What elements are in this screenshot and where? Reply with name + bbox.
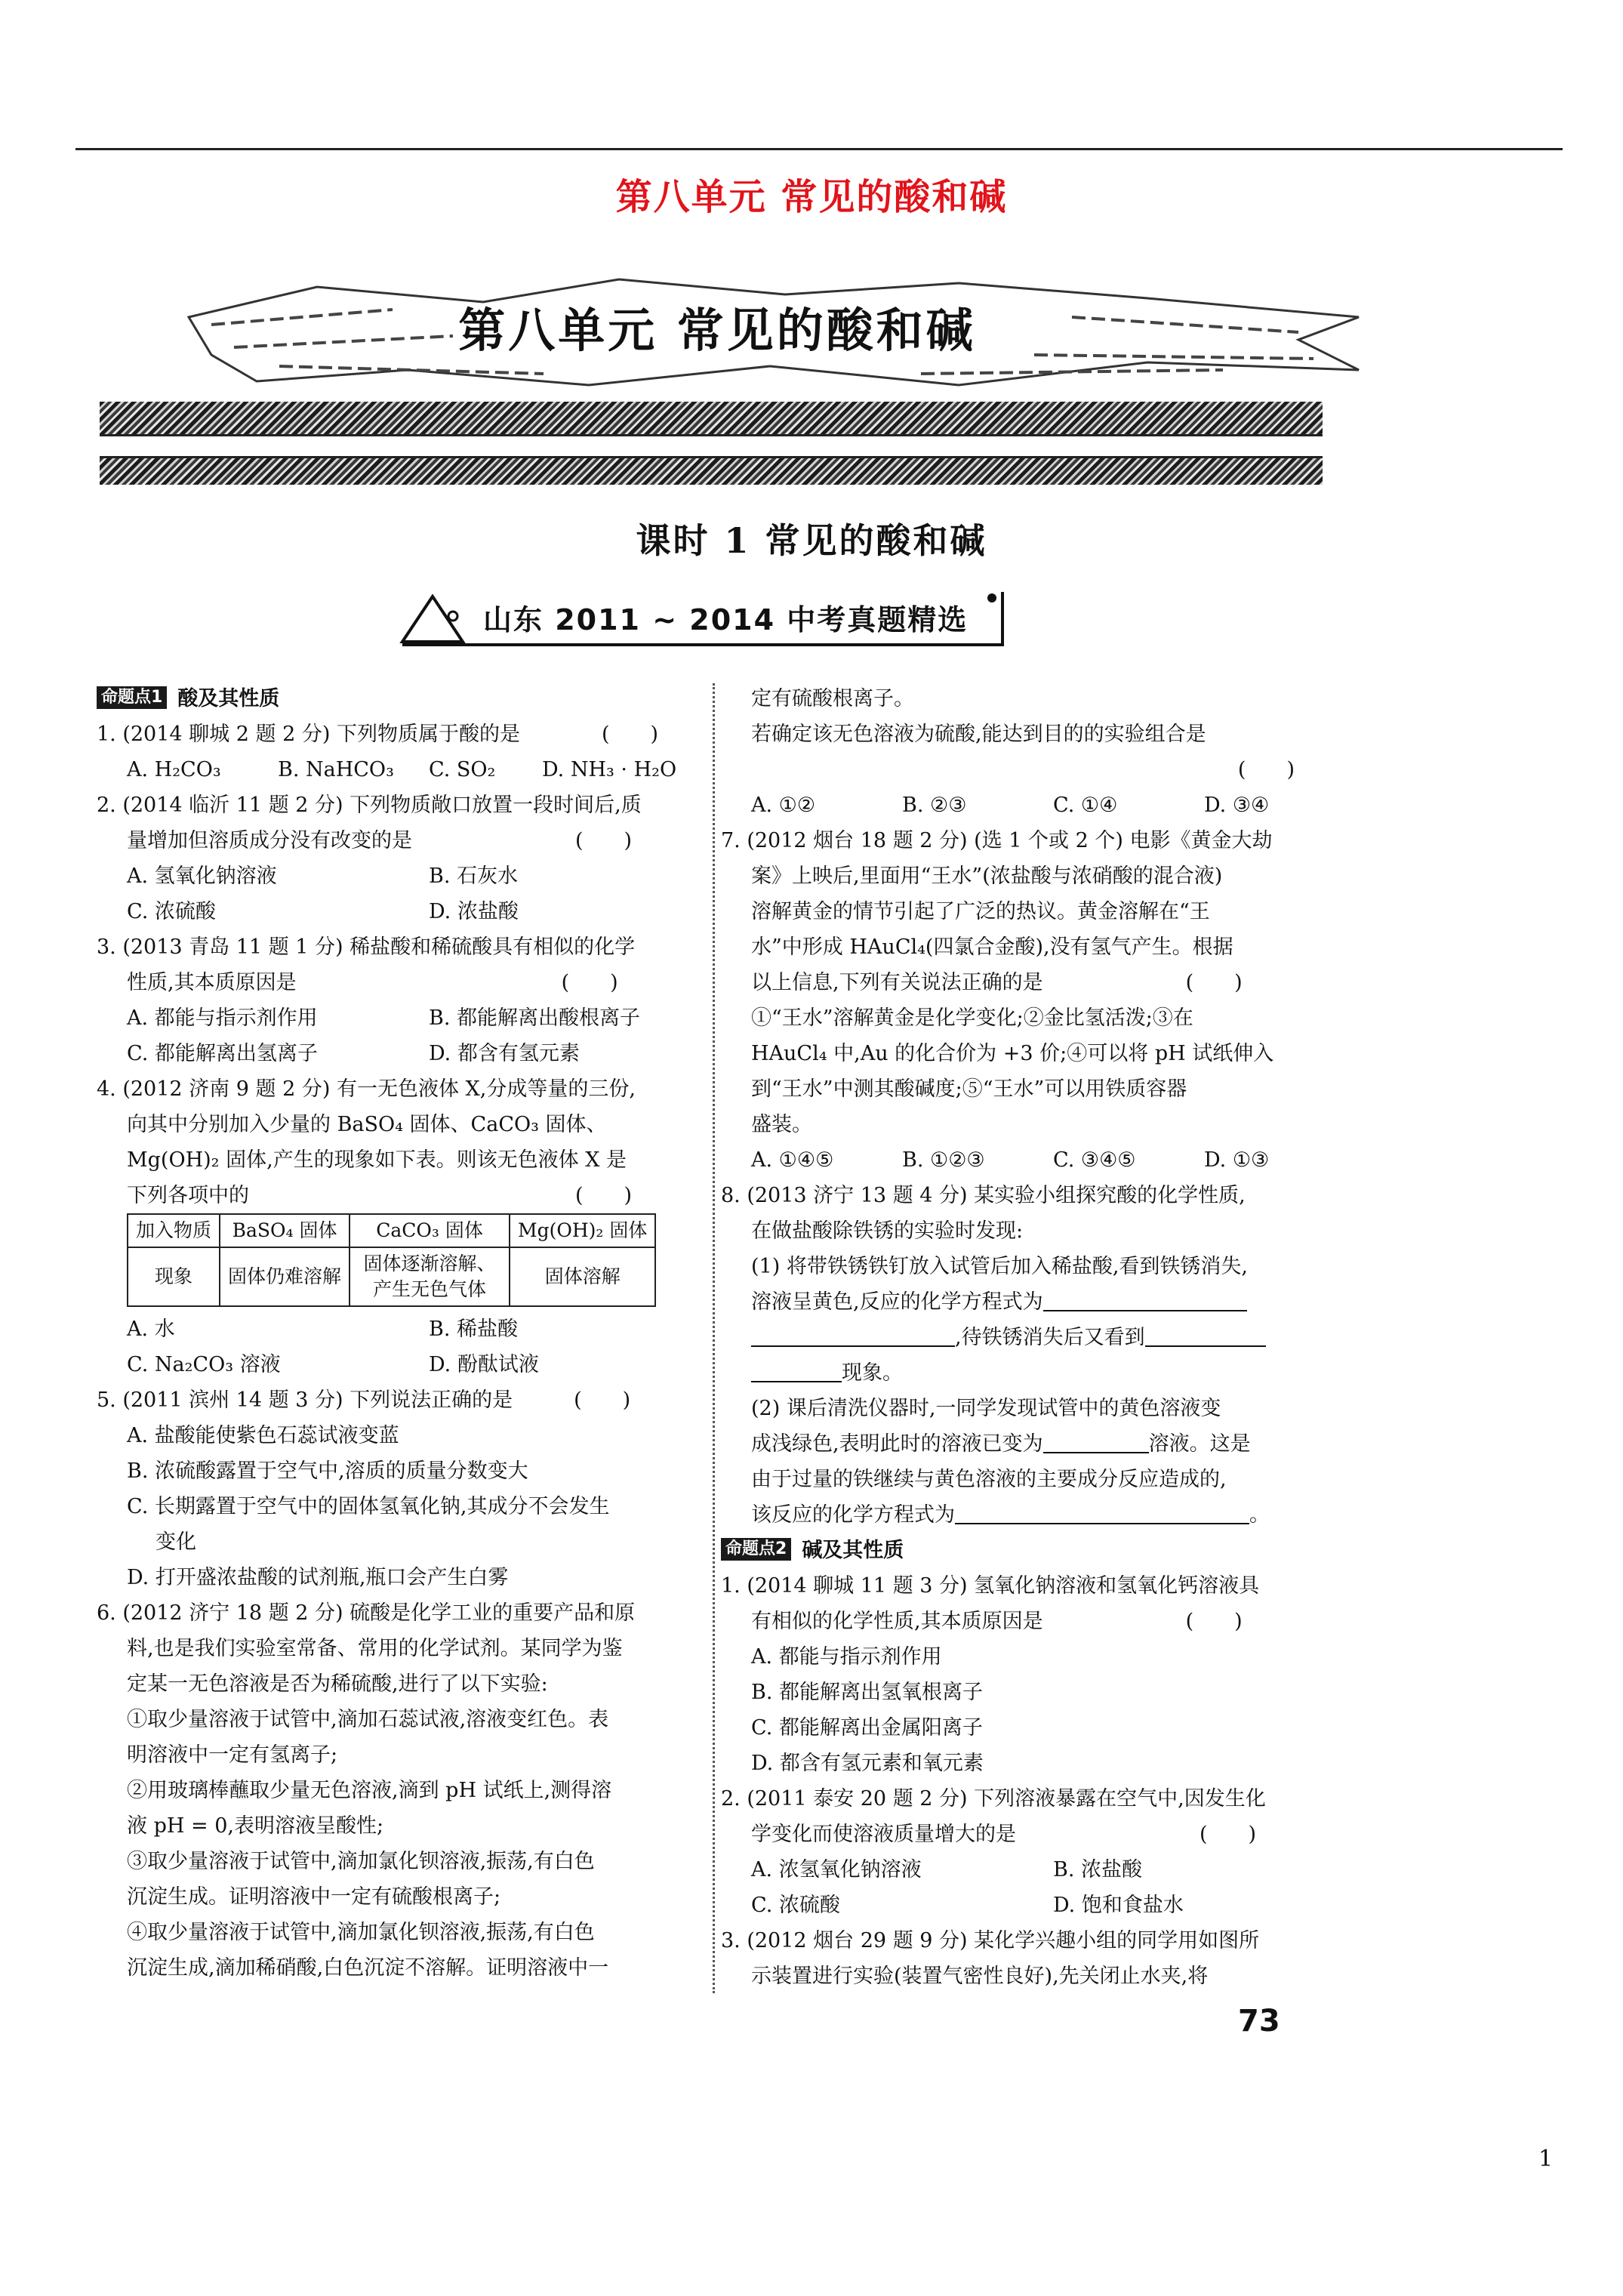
option: A. ①② (751, 794, 816, 817)
option: C. SO₂ (429, 758, 496, 781)
option: D. 饱和食盐水 (1053, 1894, 1184, 1917)
answer-blank[interactable] (1145, 1326, 1266, 1347)
question-line: 明溶液中一定有氢离子; (127, 1743, 338, 1767)
option: A. H₂CO₃ (127, 758, 221, 781)
option: D. NH₃ · H₂O (542, 758, 677, 781)
question-line: Mg(OH)₂ 固体,产生的现象如下表。则该无色液体 X 是 (127, 1148, 627, 1172)
option: B. 稀盐酸 (429, 1318, 519, 1341)
table-cell: 加入物质 (128, 1214, 220, 1247)
question-line: 由于过量的铁继续与黄色溶液的主要成分反应造成的, (751, 1468, 1227, 1491)
corner-page-number: 1 (1538, 2146, 1554, 2172)
question-text: 溶液。这是 (1148, 1432, 1251, 1456)
option: A. 浓氢氧化钠溶液 (751, 1858, 922, 1881)
option: B. NaHCO₃ (278, 758, 394, 781)
topic-tag: 命题点1 (97, 686, 167, 709)
question-line (721, 1284, 1317, 1320)
option: D. 浓盐酸 (429, 900, 519, 923)
question-line: (2) 课后清洗仪器时,一同学发现试管中的黄色溶液变 (751, 1397, 1221, 1420)
options-row (97, 1311, 693, 1347)
question-line: 有相似的化学性质,其本质原因是 ( ) (751, 1610, 1243, 1633)
topic-tag: 命题点2 (721, 1538, 791, 1561)
option: B. 石灰水 (429, 864, 519, 888)
table-cell: 固体逐渐溶解、产生无色气体 (350, 1247, 510, 1306)
question-line (721, 1497, 1317, 1533)
question-line: 若确定该无色溶液为硫酸,能达到目的的实验组合是 (751, 723, 1206, 746)
option: C. 都能解离出氢离子 (127, 1042, 318, 1065)
options-row (721, 787, 1317, 823)
question-line: ②用玻璃棒蘸取少量无色溶液,滴到 pH 试纸上,测得溶 (127, 1779, 612, 1802)
table-wrap (97, 1213, 693, 1311)
option: D. 都含有氢元素 (429, 1042, 580, 1065)
question-line: 变化 (156, 1530, 196, 1554)
options-row (97, 858, 693, 894)
question-line: 6. (2012 济宁 18 题 2 分) 硫酸是化学工业的重要产品和原 (97, 1601, 636, 1625)
option: D. ③④ (1204, 794, 1270, 817)
question-line: A. 盐酸能使紫色石蕊试液变蓝 (127, 1424, 399, 1447)
section-heading-acid (97, 681, 693, 717)
option: A. 氢氧化钠溶液 (127, 864, 277, 888)
table-cell: BaSO₄ 固体 (220, 1214, 350, 1247)
options-row (721, 1888, 1317, 1923)
answer-bracket: ( ) (1237, 758, 1295, 781)
answer-blank[interactable] (751, 1326, 955, 1347)
option: B. 浓盐酸 (1053, 1858, 1143, 1881)
question-text: 溶液呈黄色,反应的化学方程式为 (751, 1290, 1043, 1314)
question-line: 1. (2014 聊城 11 题 3 分) 氢氧化钠溶液和氢氧化钙溶液具 (721, 1574, 1260, 1598)
question-line: 案》上映后,里面用“王水”(浓盐酸与浓硝酸的混合液) (751, 864, 1223, 888)
option: C. ③④⑤ (1053, 1148, 1136, 1172)
question-line: HAuCl₄ 中,Au 的化合价为 +3 价;④可以将 pH 试纸伸入 (751, 1042, 1274, 1065)
section-title: 酸及其性质 (177, 687, 280, 710)
page-number: 73 (1238, 2004, 1280, 2039)
question-line: ①“王水”溶解黄金是化学变化;②金比氢活泼;③在 (751, 1006, 1193, 1030)
answer-blank[interactable] (751, 1361, 842, 1382)
table-cell: 固体仍难溶解 (220, 1247, 350, 1306)
question-line: 盛装。 (751, 1113, 812, 1136)
option: C. 浓硫酸 (751, 1894, 840, 1917)
exam-label: 山东 2011 ~ 2014 中考真题精选 (483, 603, 969, 636)
question-line: 1. (2014 聊城 2 题 2 分) 下列物质属于酸的是 ( ) (97, 723, 659, 746)
option: A. 水 (127, 1318, 175, 1341)
table-cell: 固体溶解 (510, 1247, 655, 1306)
question-text: 。 (1249, 1503, 1270, 1527)
option: D. ①③ (1204, 1148, 1270, 1172)
question-text: 成浅绿色,表明此时的溶液已变为 (751, 1432, 1043, 1456)
option: A. 都能与指示剂作用 (127, 1006, 318, 1030)
options-row (97, 894, 693, 929)
option: B. ②③ (902, 794, 967, 817)
page-title: 第八单元 常见的酸和碱 (615, 176, 1008, 218)
question-line (721, 1320, 1317, 1355)
options-row (721, 1142, 1317, 1178)
question-line: 向其中分别加入少量的 BaSO₄ 固体、CaCO₃ 固体、 (127, 1113, 607, 1136)
question-line: 量增加但溶质成分没有改变的是 ( ) (127, 829, 633, 852)
question-line: 3. (2013 青岛 11 题 1 分) 稀盐酸和稀硫酸具有相似的化学 (97, 935, 636, 959)
question-line: 溶解黄金的情节引起了广泛的热议。黄金溶解在“王 (751, 900, 1210, 923)
question-line: 8. (2013 济宁 13 题 4 分) 某实验小组探究酸的化学性质, (721, 1184, 1246, 1207)
question-line: D. 打开盛浓盐酸的试剂瓶,瓶口会产生白雾 (127, 1566, 509, 1589)
question-line: 学变化而使溶液质量增大的是 ( ) (751, 1823, 1257, 1846)
answer-blank[interactable] (1043, 1290, 1247, 1311)
question-line: ③取少量溶液于试管中,滴加氯化钡溶液,振荡,有白色 (127, 1850, 595, 1873)
question-line: 到“王水”中测其酸碱度;⑤“王水”可以用铁质容器 (751, 1077, 1187, 1101)
option: C. Na₂CO₃ 溶液 (127, 1353, 281, 1376)
question-line: 7. (2012 烟台 18 题 2 分) (选 1 个或 2 个) 电影《黄金大劫 (721, 829, 1273, 852)
question-line: B. 浓硫酸露置于空气中,溶质的质量分数变大 (127, 1459, 528, 1483)
options-row (97, 1036, 693, 1071)
question-line: 5. (2011 滨州 14 题 3 分) 下列说法正确的是 ( ) (97, 1388, 631, 1412)
option: B. ①②③ (902, 1148, 985, 1172)
question-line: 沉淀生成,滴加稀硝酸,白色沉淀不溶解。证明溶液中一 (127, 1956, 609, 1980)
question-line: 4. (2012 济南 9 题 2 分) 有一无色液体 X,分成等量的三份, (97, 1077, 636, 1101)
question-line (721, 1355, 1317, 1391)
options-row (721, 1852, 1317, 1888)
option: D. 酚酞试液 (429, 1353, 539, 1376)
question-line: ①取少量溶液于试管中,滴加石蕊试液,溶液变红色。表 (127, 1708, 609, 1731)
lesson-title: 课时 1 常见的酸和碱 (636, 520, 987, 561)
question-line: 3. (2012 烟台 29 题 9 分) 某化学兴趣小组的同学用如图所 (721, 1929, 1260, 1952)
question-line: C. 长期露置于空气中的固体氢氧化钠,其成分不会发生 (127, 1495, 610, 1518)
question-line (721, 1426, 1317, 1462)
options-row (97, 1347, 693, 1382)
question-line: 料,也是我们实验室常备、常用的化学试剂。某同学为鉴 (127, 1637, 623, 1660)
options-row (97, 752, 693, 787)
question-line: 在做盐酸除铁锈的实验时发现: (751, 1219, 1024, 1243)
options-row (97, 1000, 693, 1036)
option: C. ①④ (1053, 794, 1118, 817)
table-header-row (128, 1214, 655, 1247)
reaction-table (127, 1213, 656, 1307)
question-line: 2. (2011 泰安 20 题 2 分) 下列溶液暴露在空气中,因发生化 (721, 1787, 1266, 1811)
question-line: 液 pH = 0,表明溶液呈酸性; (127, 1814, 384, 1838)
right-column (721, 681, 1317, 1994)
question-text: 该反应的化学方程式为 (751, 1503, 955, 1527)
option: A. 都能与指示剂作用 (751, 1645, 942, 1669)
question-line: 示装置进行实验(装置气密性良好),先关闭止水夹,将 (751, 1965, 1209, 1988)
table-row (128, 1247, 655, 1306)
banner-title: 第八单元 常见的酸和碱 (458, 303, 976, 358)
question-line: 定有硫酸根离子。 (751, 687, 914, 710)
question-text: ,待铁锈消失后又看到 (955, 1326, 1145, 1349)
option: C. 浓硫酸 (127, 900, 216, 923)
question-line: 定某一无色溶液是否为稀硫酸,进行了以下实验: (127, 1672, 548, 1696)
section-heading-base (721, 1533, 1317, 1568)
question-line: 性质,其本质原因是 ( ) (127, 971, 618, 994)
hatch-bar-inner (100, 434, 1323, 458)
option: B. 都能解离出氢氧根离子 (751, 1681, 984, 1704)
left-column (97, 681, 693, 1986)
question-text: 现象。 (842, 1361, 903, 1385)
top-rule (75, 148, 1563, 150)
answer-blank[interactable] (1043, 1432, 1149, 1453)
question-line: 2. (2014 临沂 11 题 2 分) 下列物质敞口放置一段时间后,质 (97, 794, 642, 817)
question-line: 下列各项中的 ( ) (127, 1184, 633, 1207)
question-line: 以上信息,下列有关说法正确的是 ( ) (751, 971, 1243, 994)
table-cell: 现象 (128, 1247, 220, 1306)
question-line: 水”中形成 HAuCl₄(四氯合金酸),没有氢气产生。根据 (751, 935, 1233, 959)
table-cell: Mg(OH)₂ 固体 (510, 1214, 655, 1247)
option: A. ①④⑤ (751, 1148, 834, 1172)
question-line: ④取少量溶液于试管中,滴加氯化钡溶液,振荡,有白色 (127, 1921, 595, 1944)
option: C. 都能解离出金属阳离子 (751, 1716, 983, 1740)
question-line: (1) 将带铁锈铁钉放入试管后加入稀盐酸,看到铁锈消失, (751, 1255, 1248, 1278)
table-cell: CaCO₃ 固体 (350, 1214, 510, 1247)
answer-blank[interactable] (955, 1503, 1249, 1524)
option: B. 都能解离出酸根离子 (429, 1006, 641, 1030)
option: D. 都含有氢元素和氧元素 (751, 1752, 984, 1775)
question-line: 沉淀生成。证明溶液中一定有硫酸根离子; (127, 1885, 501, 1909)
section-title: 碱及其性质 (802, 1539, 904, 1562)
